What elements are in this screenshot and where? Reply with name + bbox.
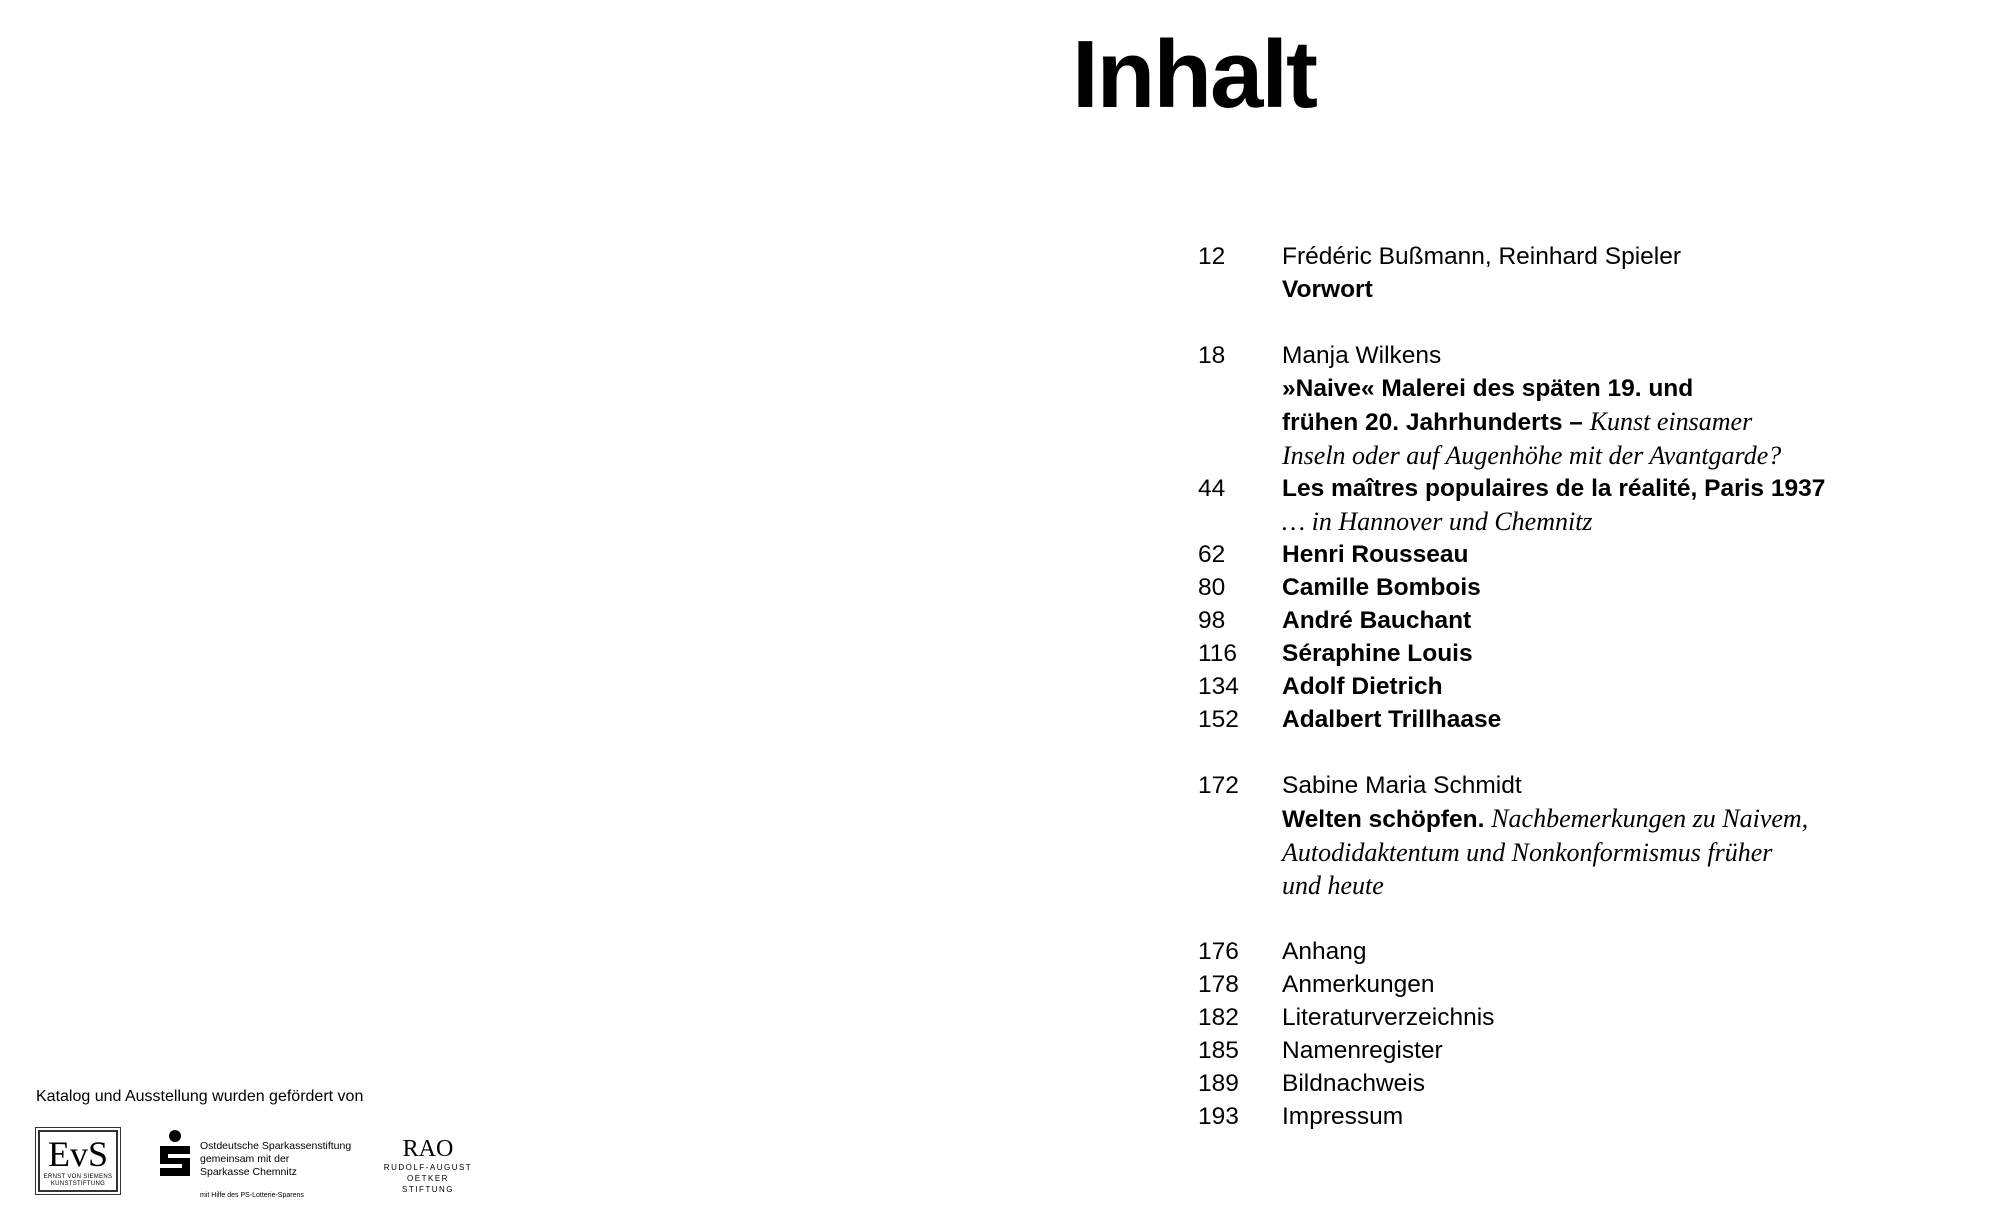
author: Frédéric Bußmann, Reinhard Spieler	[1282, 243, 1681, 270]
page-number: 98	[1198, 607, 1226, 634]
sponsor-block	[36, 1088, 473, 1199]
page-title: Inhalt	[1072, 21, 1316, 128]
page-number: 80	[1198, 574, 1226, 601]
toc-entry-artist	[1198, 703, 1958, 736]
toc-entry-appendix	[1198, 1067, 1958, 1100]
rao-logo-mark: RAO	[402, 1136, 454, 1162]
page-number: 18	[1198, 342, 1226, 369]
chapter-title: Les maîtres populaires de la réalité, Paris 1937	[1282, 475, 1826, 502]
table-of-contents	[1198, 240, 1958, 1133]
page-number: 172	[1198, 772, 1239, 799]
appendix-title: Anmerkungen	[1282, 971, 1435, 998]
appendix-title: Anhang	[1282, 938, 1367, 965]
page-number: 189	[1198, 1070, 1239, 1097]
sparkasse-s-icon	[156, 1130, 194, 1182]
evs-logo-mark: EvS	[47, 1134, 108, 1174]
sparkasse-line-2: gemeinsam mit der	[200, 1153, 290, 1165]
rao-logo	[363, 1136, 493, 1195]
evs-logo	[38, 1130, 118, 1192]
rao-logo-line-2: STIFTUNG	[402, 1185, 454, 1194]
chapter-subtitle-line-1: Kunst einsamer	[1589, 407, 1753, 436]
toc-entry-artist	[1198, 670, 1958, 703]
page-number: 116	[1198, 640, 1238, 667]
toc-entry-artist	[1198, 604, 1958, 637]
toc-entry-artist	[1198, 637, 1958, 670]
sparkasse-line-1: Ostdeutsche Sparkassenstiftung	[200, 1140, 352, 1152]
artist-title: Camille Bombois	[1282, 574, 1481, 601]
page-number: 44	[1198, 475, 1226, 502]
artist-title: Adolf Dietrich	[1282, 673, 1443, 700]
evs-logo-line-1: ERNST VON SIEMENS	[43, 1174, 113, 1180]
toc-entry-artist	[1198, 538, 1958, 571]
chapter-title-line-2: frühen 20. Jahrhunderts –	[1282, 409, 1583, 436]
author: Manja Wilkens	[1282, 342, 1442, 369]
toc-entry-appendix	[1198, 1100, 1958, 1133]
artist-title: André Bauchant	[1282, 607, 1472, 634]
evs-logo-line-2: KUNSTSTIFTUNG	[50, 1181, 106, 1187]
toc-entry-essay	[1198, 339, 1958, 472]
rao-logo-line-1: RUDOLF-AUGUST OETKER	[383, 1163, 473, 1183]
page-number: 182	[1198, 1004, 1239, 1031]
toc-entry-appendix	[1198, 935, 1958, 968]
page-number: 134	[1198, 673, 1239, 700]
page-number: 178	[1198, 971, 1239, 998]
chapter-title: Vorwort	[1282, 276, 1373, 303]
toc-entry-appendix	[1198, 1001, 1958, 1034]
sparkasse-logo	[156, 1130, 376, 1200]
sparkasse-note: mit Hilfe des PS-Lotterie-Sparens	[200, 1192, 304, 1199]
appendix-title: Bildnachweis	[1282, 1070, 1425, 1097]
chapter-subtitle-line-3: und heute	[1282, 871, 1384, 900]
author: Sabine Maria Schmidt	[1282, 772, 1522, 799]
page-number: 62	[1198, 541, 1226, 568]
artist-title: Adalbert Trillhaase	[1282, 706, 1502, 733]
sparkasse-line-3: Sparkasse Chemnitz	[200, 1166, 297, 1178]
appendix-title: Namenregister	[1282, 1037, 1443, 1064]
page-number: 185	[1198, 1037, 1239, 1064]
toc-entry-welten	[1198, 769, 1958, 902]
chapter-subtitle-line-1: Nachbemerkungen zu Naivem,	[1491, 804, 1809, 833]
chapter-subtitle-line-2: Inseln oder auf Augenhöhe mit der Avantgarde?	[1282, 441, 1782, 470]
page-number: 12	[1198, 243, 1226, 270]
chapter-subtitle: … in Hannover und Chemnitz	[1282, 507, 1593, 536]
appendix-title: Impressum	[1282, 1103, 1404, 1130]
appendix-title: Literaturverzeichnis	[1282, 1004, 1495, 1031]
page-number: 176	[1198, 938, 1239, 965]
page-number: 152	[1198, 706, 1239, 733]
sponsor-logos	[36, 1130, 536, 1210]
chapter-subtitle-line-2: Autodidaktentum und Nonkonformismus früher	[1282, 838, 1773, 867]
toc-entry-artist	[1198, 571, 1958, 604]
chapter-title: Welten schöpfen.	[1282, 806, 1485, 833]
page-number: 193	[1198, 1103, 1239, 1130]
sponsor-caption: Katalog und Ausstellung wurden gefördert von	[36, 1088, 364, 1105]
artist-title: Henri Rousseau	[1282, 541, 1469, 568]
chapter-title-line-1: »Naive« Malerei des späten 19. und	[1282, 375, 1694, 402]
toc-entry-exhibition	[1198, 472, 1958, 538]
toc-entry-vorwort	[1198, 240, 1958, 306]
artist-title: Séraphine Louis	[1282, 640, 1473, 667]
toc-entry-appendix	[1198, 968, 1958, 1001]
toc-entry-appendix	[1198, 1034, 1958, 1067]
